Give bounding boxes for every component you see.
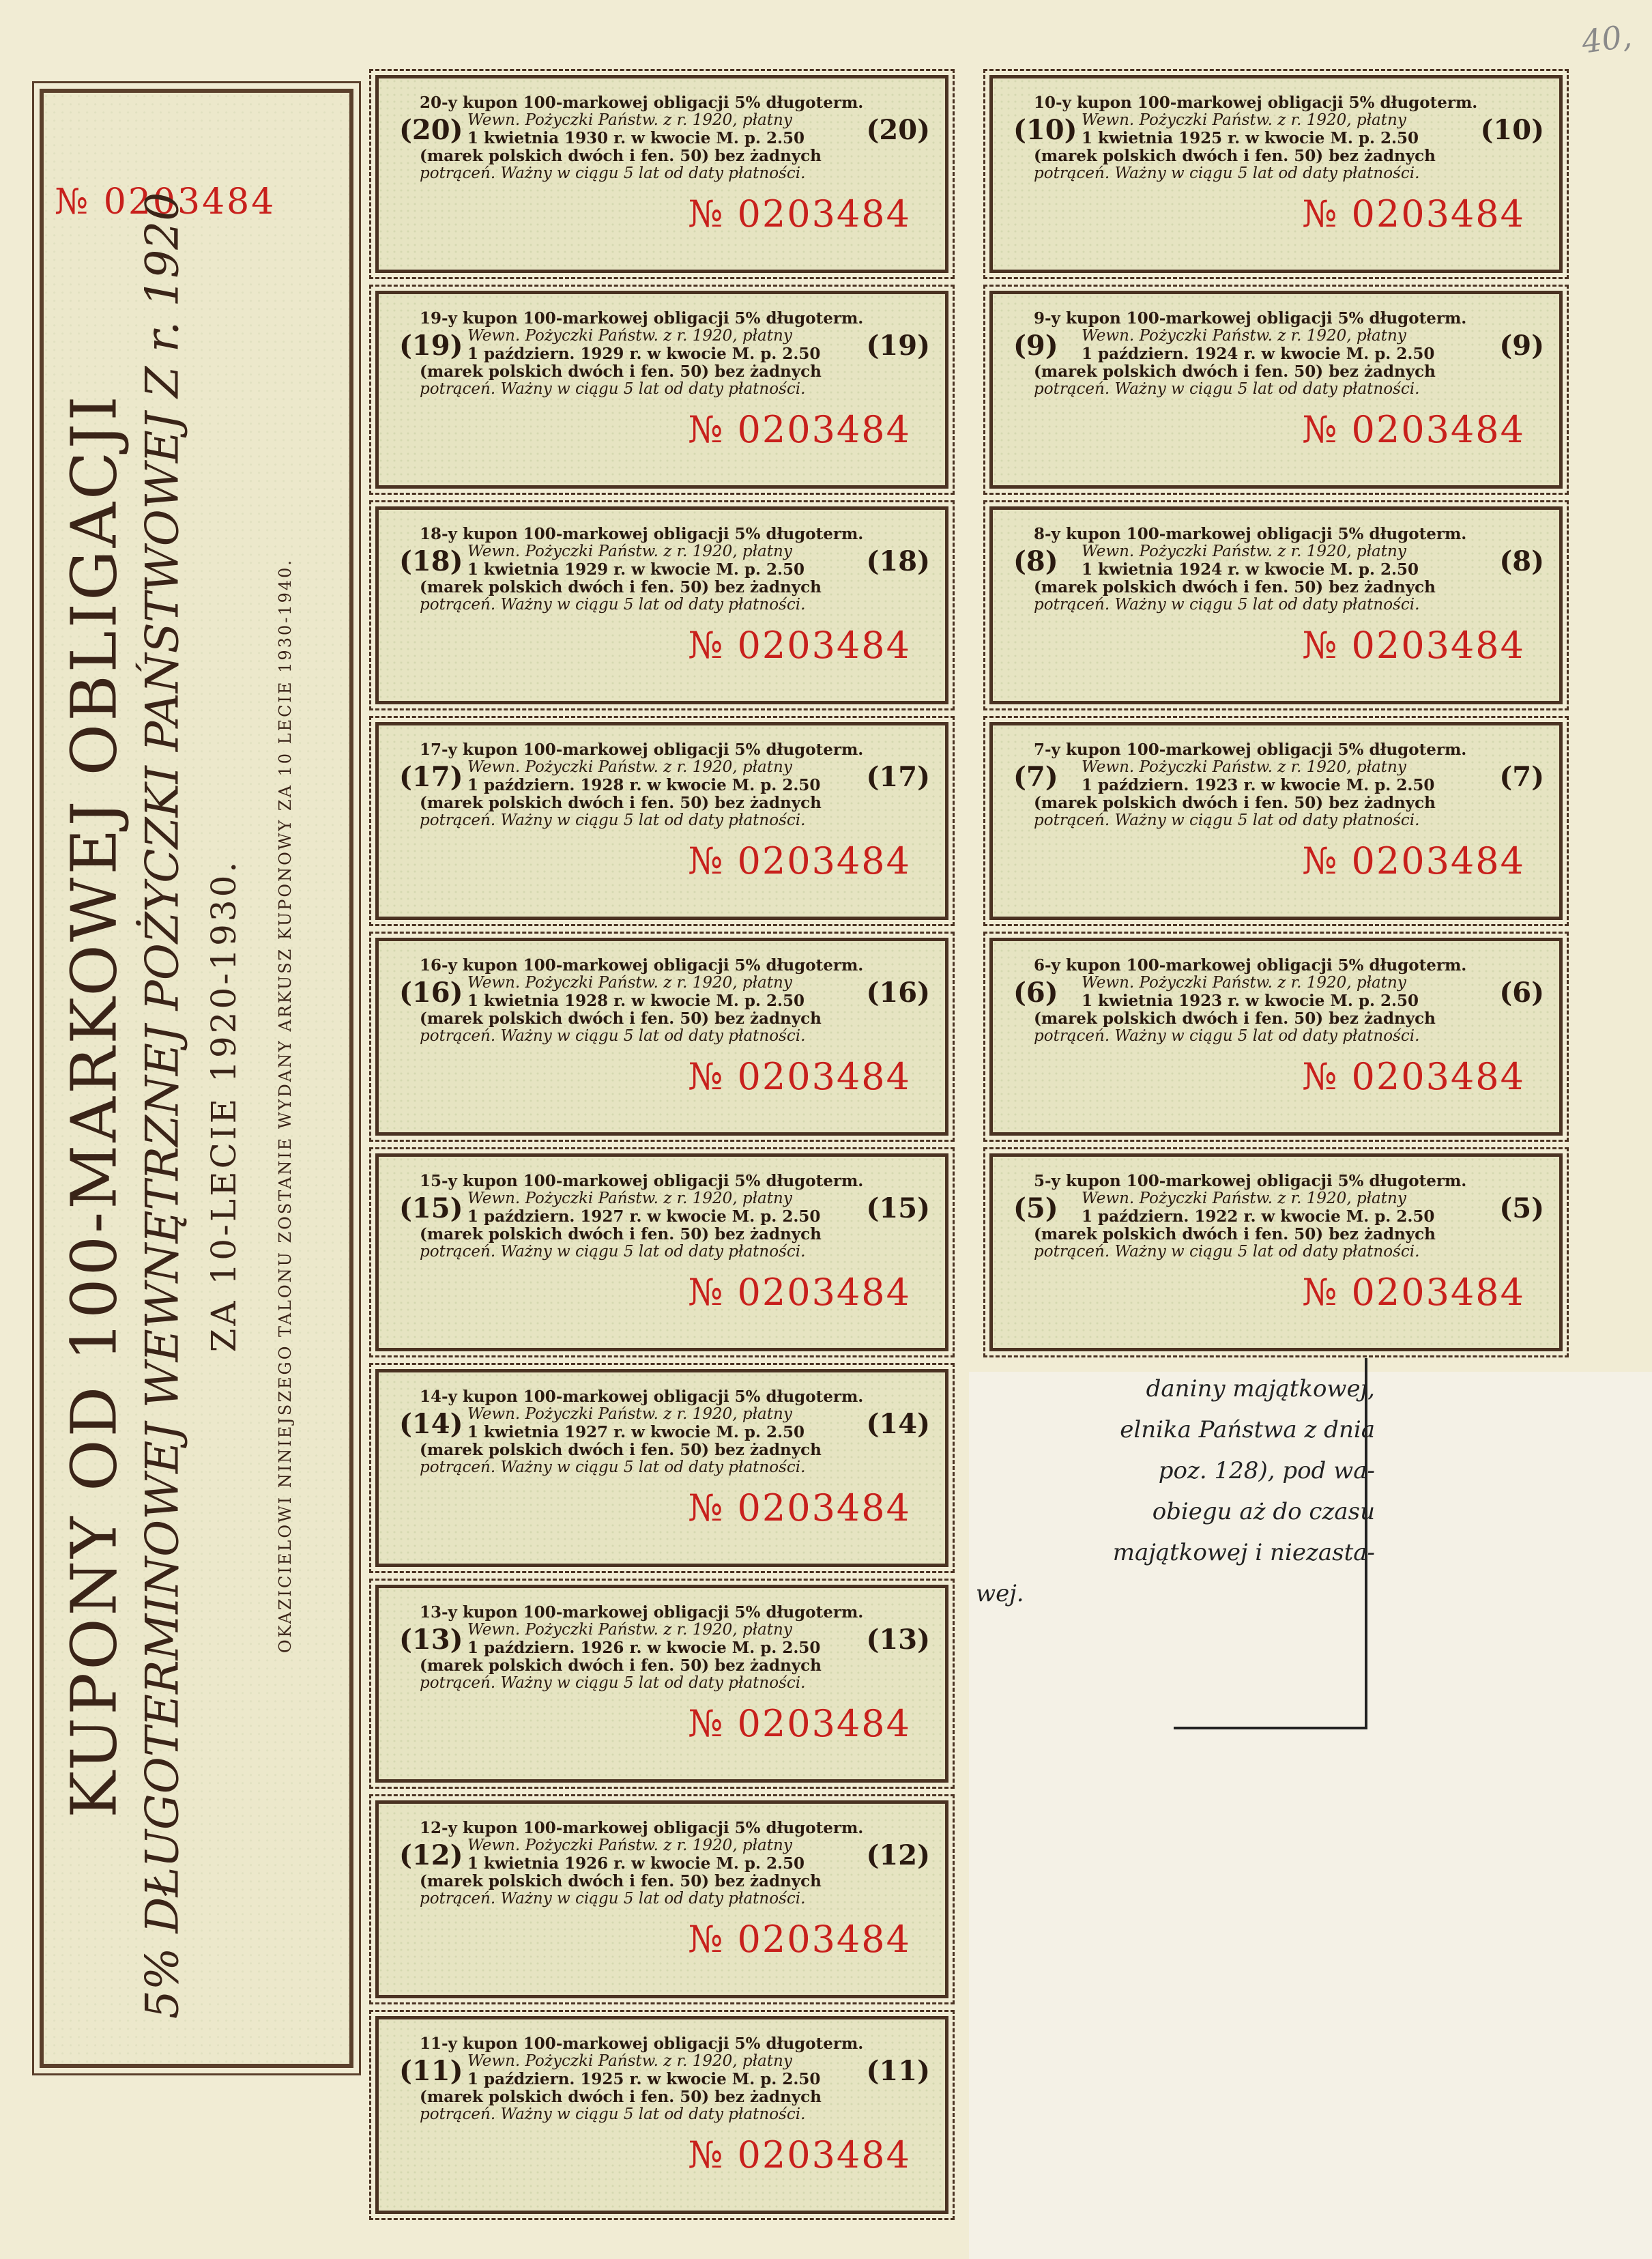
coupon-validity-line: potrąceń. Ważny w ciągu 5 lat od daty płatności. [420,596,806,614]
coupon-index-left: (17) [399,761,463,793]
coupon-date-line: 1 październ. 1927 r. w kwocie M. p. 2.50 [467,1207,821,1226]
coupon-12-y [375,1800,948,1998]
coupon-marks-line: (marek polskich dwóch i fen. 50) bez żadnych [1034,794,1436,812]
coupon-validity-line: potrąceń. Ważny w ciągu 5 lat od daty płatności. [420,811,806,829]
coupon-serial-number: № 0203484 [1302,192,1525,235]
coupon-index-right: (6) [1499,977,1544,1009]
coupon-index-left: (20) [399,114,463,146]
coupon-date-line: 1 październ. 1922 r. w kwocie M. p. 2.50 [1082,1207,1435,1226]
coupon-validity-line: potrąceń. Ważny w ciągu 5 lat od daty płatności. [1034,811,1420,829]
stub-note: OKAZICIELOWI NINIEJSZEGO TALONU ZOSTANIE WYDANY ARKUSZ KUPONOWY ZA 10 LECIE 1930-1940. [276,558,295,1654]
coupon-validity-line: potrąceń. Ważny w ciągu 5 lat od daty płatności. [1034,1027,1420,1045]
coupon-heading: 20-y kupon 100-markowej obligacji 5% długoterm. [420,93,864,112]
coupon-heading: 14-y kupon 100-markowej obligacji 5% długoterm. [420,1387,864,1406]
coupon-serial-number: № 0203484 [1302,1055,1525,1098]
coupon-validity-line: potrąceń. Ważny w ciągu 5 lat od daty płatności. [1034,380,1420,398]
coupon-7-y [989,722,1563,920]
coupon-serial-number: № 0203484 [688,1918,911,1961]
coupon-loan-line: Wewn. Pożyczki Państw. z r. 1920, płatny [1082,758,1406,776]
coupon-validity-line: potrąceń. Ważny w ciągu 5 lat od daty płatności. [420,1890,806,1908]
coupon-date-line: 1 październ. 1926 r. w kwocie M. p. 2.50 [467,1639,821,1657]
coupon-index-left: (11) [399,2055,463,2087]
coupon-index-left: (14) [399,1408,463,1440]
coupon-heading: 5-y kupon 100-markowej obligacji 5% długoterm. [1034,1172,1467,1190]
coupon-loan-line: Wewn. Pożyczki Państw. z r. 1920, płatny [467,1405,792,1423]
coupon-loan-line: Wewn. Pożyczki Państw. z r. 1920, płatny [1082,327,1406,345]
coupon-heading: 9-y kupon 100-markowej obligacji 5% długoterm. [1034,309,1467,328]
bond-text-line: majątkowej i niezasta- [1112,1539,1375,1566]
stub-serial-number: № 0203484 [55,182,276,222]
coupon-8-y [989,506,1563,704]
coupon-index-right: (12) [866,1839,930,1871]
coupon-serial-number: № 0203484 [1302,1271,1525,1314]
coupon-marks-line: (marek polskich dwóch i fen. 50) bez żadnych [1034,1009,1436,1028]
coupon-validity-line: potrąceń. Ważny w ciągu 5 lat od daty płatności. [1034,596,1420,614]
coupon-marks-line: (marek polskich dwóch i fen. 50) bez żadnych [420,147,822,165]
coupon-serial-number: № 0203484 [688,1702,911,1745]
coupon-15-y [375,1153,948,1351]
coupon-index-left: (13) [399,1624,463,1656]
coupon-5-y [989,1153,1563,1351]
coupon-heading: 17-y kupon 100-markowej obligacji 5% długoterm. [420,740,864,759]
coupon-heading: 18-y kupon 100-markowej obligacji 5% długoterm. [420,525,864,543]
coupon-serial-number: № 0203484 [688,624,911,667]
coupon-index-left: (5) [1013,1192,1058,1224]
coupon-serial-number: № 0203484 [688,1486,911,1529]
coupon-index-left: (12) [399,1839,463,1871]
coupon-marks-line: (marek polskich dwóch i fen. 50) bez żadnych [420,1872,822,1890]
coupon-18-y [375,506,948,704]
coupon-date-line: 1 październ. 1923 r. w kwocie M. p. 2.50 [1082,776,1435,794]
coupon-13-y [375,1585,948,1783]
coupon-index-right: (17) [866,761,930,793]
stub-title: KUPONY OD 100-MARKOWEJ OBLIGACJI [57,393,131,1818]
coupon-index-left: (16) [399,977,463,1009]
coupon-index-left: (7) [1013,761,1058,793]
coupon-heading: 11-y kupon 100-markowej obligacji 5% długoterm. [420,2034,864,2053]
coupon-loan-line: Wewn. Pożyczki Państw. z r. 1920, płatny [1082,1190,1406,1207]
coupon-heading: 6-y kupon 100-markowej obligacji 5% długoterm. [1034,956,1467,975]
coupon-loan-line: Wewn. Pożyczki Państw. z r. 1920, płatny [467,327,792,345]
coupon-marks-line: (marek polskich dwóch i fen. 50) bez żadnych [420,578,822,596]
coupon-index-left: (8) [1013,545,1058,577]
coupon-10-y [989,75,1563,273]
coupon-index-left: (15) [399,1192,463,1224]
coupon-loan-line: Wewn. Pożyczki Państw. z r. 1920, płatny [1082,111,1406,129]
coupon-date-line: 1 kwietnia 1923 r. w kwocie M. p. 2.50 [1082,992,1419,1010]
coupon-marks-line: (marek polskich dwóch i fen. 50) bez żadnych [1034,578,1436,596]
coupon-marks-line: (marek polskich dwóch i fen. 50) bez żadnych [420,1441,822,1459]
bond-text-line: obiegu aż do czasu [1152,1498,1375,1525]
coupon-date-line: 1 kwietnia 1930 r. w kwocie M. p. 2.50 [467,129,805,147]
coupon-date-line: 1 kwietnia 1929 r. w kwocie M. p. 2.50 [467,560,805,579]
coupon-date-line: 1 kwietnia 1926 r. w kwocie M. p. 2.50 [467,1854,805,1873]
coupon-index-left: (6) [1013,977,1058,1009]
coupon-date-line: 1 październ. 1929 r. w kwocie M. p. 2.50 [467,345,821,363]
coupon-heading: 13-y kupon 100-markowej obligacji 5% długoterm. [420,1603,864,1622]
coupon-marks-line: (marek polskich dwóch i fen. 50) bez żadnych [420,1225,822,1243]
coupon-index-right: (7) [1499,761,1544,793]
coupon-marks-line: (marek polskich dwóch i fen. 50) bez żadnych [1034,362,1436,381]
coupon-heading: 16-y kupon 100-markowej obligacji 5% długoterm. [420,956,864,975]
bond-text-line: wej. [976,1580,1024,1607]
coupon-20-y [375,75,948,273]
coupon-marks-line: (marek polskich dwóch i fen. 50) bez żadnych [1034,147,1436,165]
coupon-marks-line: (marek polskich dwóch i fen. 50) bez żadnych [420,794,822,812]
coupon-index-left: (10) [1013,114,1077,146]
coupon-date-line: 1 kwietnia 1927 r. w kwocie M. p. 2.50 [467,1423,805,1441]
coupon-heading: 12-y kupon 100-markowej obligacji 5% długoterm. [420,1819,864,1837]
coupon-marks-line: (marek polskich dwóch i fen. 50) bez żadnych [1034,1225,1436,1243]
stub-decade: ZA 10-LECIE 1920-1930. [204,859,244,1353]
coupon-validity-line: potrąceń. Ważny w ciągu 5 lat od daty płatności. [420,164,806,182]
coupon-validity-line: potrąceń. Ważny w ciągu 5 lat od daty płatności. [420,1243,806,1261]
coupon-serial-number: № 0203484 [688,192,911,235]
coupon-loan-line: Wewn. Pożyczki Państw. z r. 1920, płatny [1082,974,1406,992]
coupon-validity-line: potrąceń. Ważny w ciągu 5 lat od daty płatności. [1034,1243,1420,1261]
coupon-validity-line: potrąceń. Ważny w ciągu 5 lat od daty płatności. [420,2105,806,2123]
coupon-loan-line: Wewn. Pożyczki Państw. z r. 1920, płatny [467,543,792,560]
coupon-index-right: (18) [866,545,930,577]
coupon-17-y [375,722,948,920]
coupon-index-left: (18) [399,545,463,577]
coupon-date-line: 1 kwietnia 1925 r. w kwocie M. p. 2.50 [1082,129,1419,147]
coupon-validity-line: potrąceń. Ważny w ciągu 5 lat od daty płatności. [420,1027,806,1045]
coupon-loan-line: Wewn. Pożyczki Państw. z r. 1920, płatny [467,974,792,992]
coupon-loan-line: Wewn. Pożyczki Państw. z r. 1920, płatny [467,758,792,776]
coupon-date-line: 1 październ. 1925 r. w kwocie M. p. 2.50 [467,2070,821,2088]
coupon-serial-number: № 0203484 [688,408,911,451]
coupon-date-line: 1 październ. 1928 r. w kwocie M. p. 2.50 [467,776,821,794]
coupon-loan-line: Wewn. Pożyczki Państw. z r. 1920, płatny [467,1190,792,1207]
coupon-index-right: (14) [866,1408,930,1440]
coupon-heading: 7-y kupon 100-markowej obligacji 5% długoterm. [1034,740,1467,759]
coupon-11-y [375,2016,948,2214]
coupon-marks-line: (marek polskich dwóch i fen. 50) bez żadnych [420,1656,822,1675]
coupon-sheet-stub [40,89,353,2068]
coupon-heading: 8-y kupon 100-markowej obligacji 5% długoterm. [1034,525,1467,543]
coupon-loan-line: Wewn. Pożyczki Państw. z r. 1920, płatny [467,2052,792,2070]
coupon-validity-line: potrąceń. Ważny w ciągu 5 lat od daty płatności. [420,1674,806,1692]
coupon-serial-number: № 0203484 [688,1271,911,1314]
coupon-validity-line: potrąceń. Ważny w ciągu 5 lat od daty płatności. [420,1458,806,1476]
coupon-index-right: (10) [1480,114,1544,146]
coupon-index-left: (9) [1013,330,1058,362]
coupon-loan-line: Wewn. Pożyczki Państw. z r. 1920, płatny [467,1621,792,1639]
coupon-date-line: 1 kwietnia 1928 r. w kwocie M. p. 2.50 [467,992,805,1010]
coupon-loan-line: Wewn. Pożyczki Państw. z r. 1920, płatny [467,1837,792,1854]
bond-text-line: daniny majątkowej, [1146,1375,1375,1402]
coupon-marks-line: (marek polskich dwóch i fen. 50) bez żadnych [420,362,822,381]
coupon-index-right: (20) [866,114,930,146]
coupon-validity-line: potrąceń. Ważny w ciągu 5 lat od daty płatności. [1034,164,1420,182]
coupon-index-right: (19) [866,330,930,362]
coupon-index-right: (13) [866,1624,930,1656]
coupon-6-y [989,938,1563,1136]
coupon-heading: 10-y kupon 100-markowej obligacji 5% długoterm. [1034,93,1478,112]
coupon-serial-number: № 0203484 [1302,408,1525,451]
bond-text-line: elnika Państwa z dnia [1120,1416,1375,1443]
coupon-19-y [375,291,948,489]
pencil-note: 40, [1579,17,1634,61]
coupon-marks-line: (marek polskich dwóch i fen. 50) bez żadnych [420,1009,822,1028]
coupon-serial-number: № 0203484 [688,839,911,882]
coupon-serial-number: № 0203484 [688,1055,911,1098]
coupon-loan-line: Wewn. Pożyczki Państw. z r. 1920, płatny [1082,543,1406,560]
coupon-date-line: 1 październ. 1924 r. w kwocie M. p. 2.50 [1082,345,1435,363]
coupon-index-right: (9) [1499,330,1544,362]
coupon-marks-line: (marek polskich dwóch i fen. 50) bez żadnych [420,2088,822,2106]
coupon-9-y [989,291,1563,489]
coupon-serial-number: № 0203484 [1302,839,1525,882]
coupon-loan-line: Wewn. Pożyczki Państw. z r. 1920, płatny [467,111,792,129]
coupon-16-y [375,938,948,1136]
coupon-serial-number: № 0203484 [688,2133,911,2176]
coupon-index-left: (19) [399,330,463,362]
coupon-index-right: (5) [1499,1192,1544,1224]
coupon-index-right: (15) [866,1192,930,1224]
coupon-index-right: (8) [1499,545,1544,577]
coupon-14-y [375,1369,948,1567]
coupon-heading: 15-y kupon 100-markowej obligacji 5% długoterm. [420,1172,864,1190]
coupon-index-right: (11) [866,2055,930,2087]
coupon-date-line: 1 kwietnia 1924 r. w kwocie M. p. 2.50 [1082,560,1419,579]
coupon-heading: 19-y kupon 100-markowej obligacji 5% długoterm. [420,309,864,328]
stub-subtitle: 5% DŁUGOTERMINOWEJ WEWNĘTRZNEJ POŻYCZKI PAŃSTWOWEJ Z r. 1920 [136,192,189,2019]
coupon-serial-number: № 0203484 [1302,624,1525,667]
bond-text-line: poz. 128), pod wa- [1158,1457,1375,1484]
coupon-validity-line: potrąceń. Ważny w ciągu 5 lat od daty płatności. [420,380,806,398]
coupon-index-right: (16) [866,977,930,1009]
